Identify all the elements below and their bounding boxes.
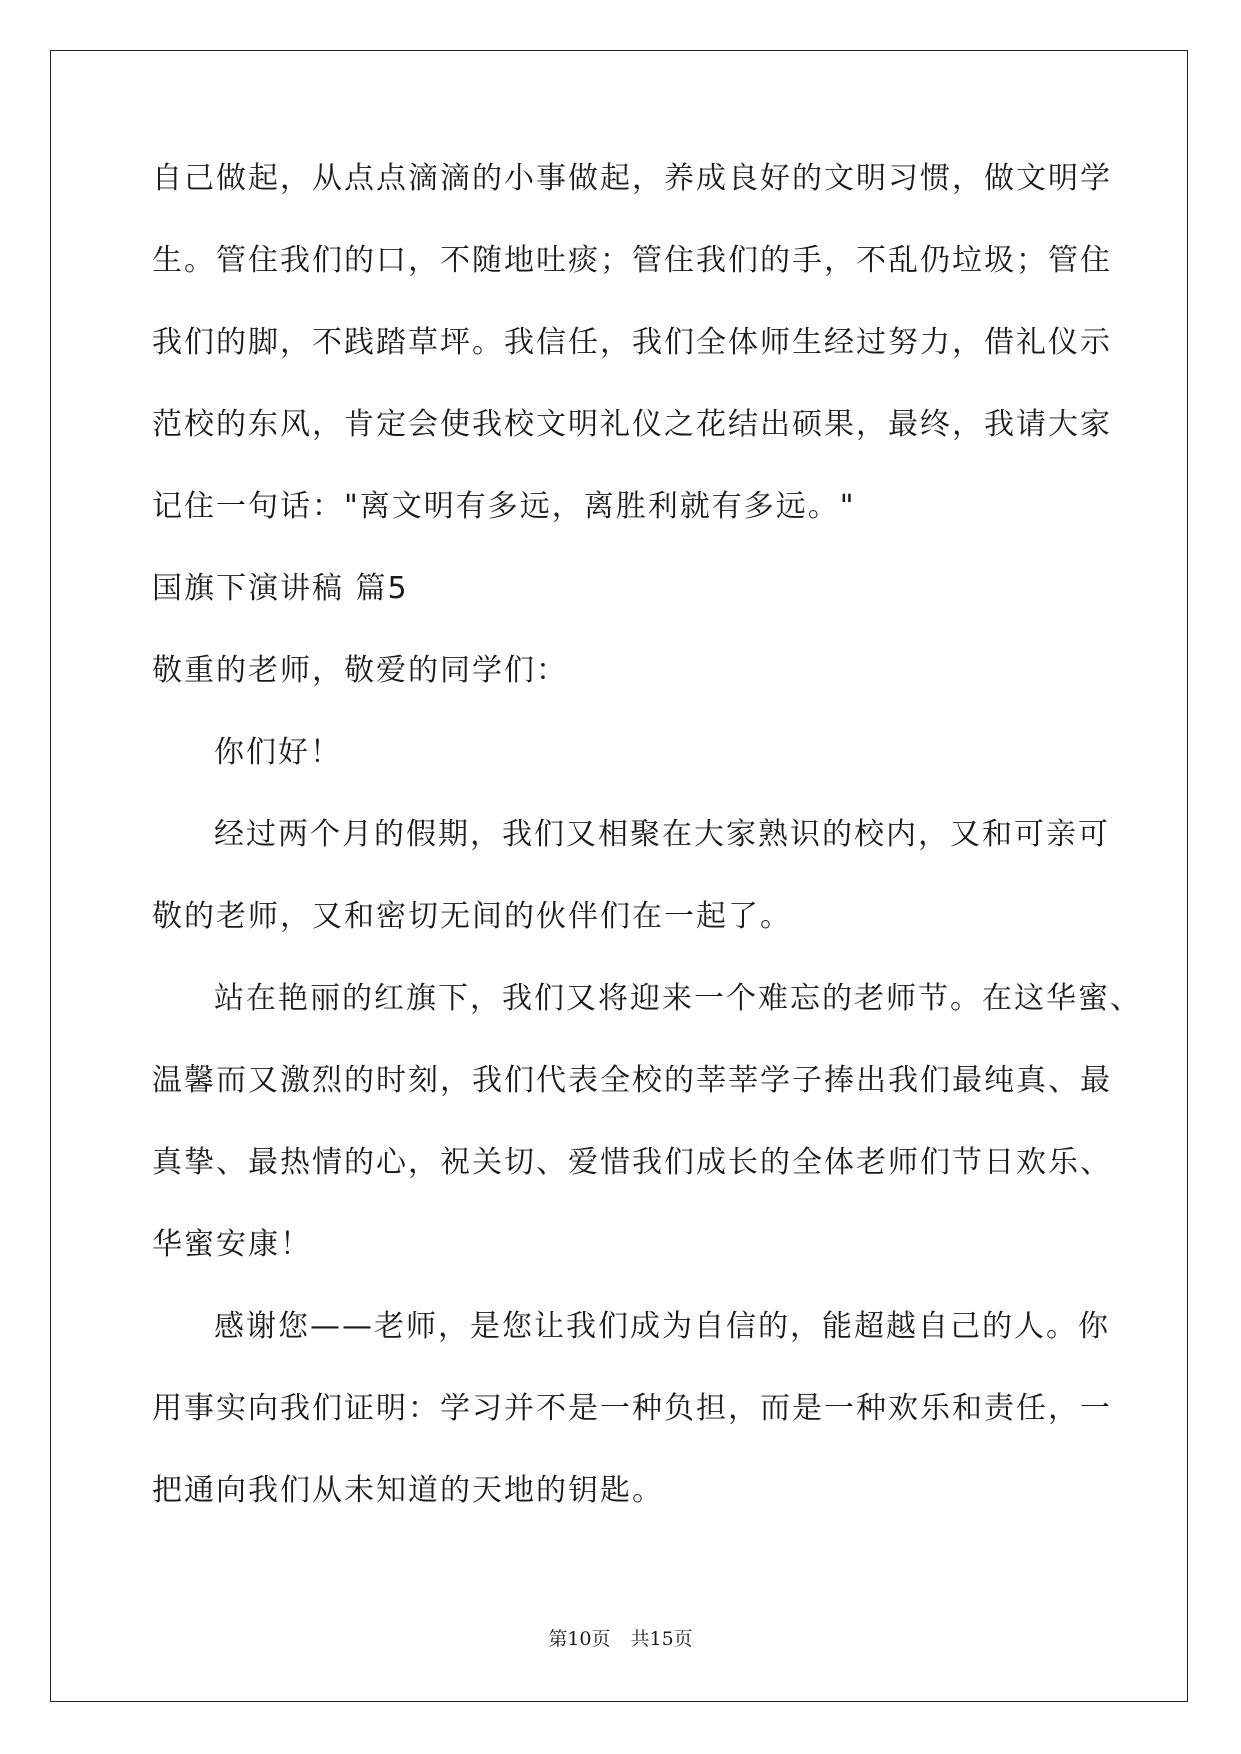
text-line: 温馨而又激烈的时刻，我们代表全校的莘莘学子捧出我们最纯真、最 xyxy=(152,1063,1112,1098)
text-line: 站在艳丽的红旗下，我们又将迎来一个难忘的老师节。在这华蜜、 xyxy=(214,981,1142,1016)
text-line: 自己做起，从点点滴滴的小事做起，养成良好的文明习惯，做文明学 xyxy=(152,161,1112,196)
greeting: 你们好！ xyxy=(214,735,342,770)
section-heading: 国旗下演讲稿 篇5 xyxy=(152,571,409,606)
text-line: 把通向我们从未知道的天地的钥匙。 xyxy=(152,1473,664,1508)
text-line: 用事实向我们证明：学习并不是一种负担，而是一种欢乐和责任，一 xyxy=(152,1391,1112,1426)
text-line: 生。管住我们的口，不随地吐痰；管住我们的手，不乱仍垃圾；管住 xyxy=(152,243,1112,278)
page-footer xyxy=(0,1624,1241,1651)
page-total: 共15页 xyxy=(630,1628,693,1650)
page-border xyxy=(50,50,1188,1702)
text-line: 感谢您——老师，是您让我们成为自信的，能超越自己的人。你 xyxy=(214,1309,1110,1344)
text-line: 经过两个月的假期，我们又相聚在大家熟识的校内，又和可亲可 xyxy=(214,817,1110,852)
text-line: 范校的东风，肯定会使我校文明礼仪之花结出硕果，最终，我请大家 xyxy=(152,407,1112,442)
text-line: 我们的脚，不践踏草坪。我信任，我们全体师生经过努力，借礼仪示 xyxy=(152,325,1112,360)
text-line: 真挚、最热情的心，祝关切、爱惜我们成长的全体老师们节日欢乐、 xyxy=(152,1145,1112,1180)
text-line: 敬的老师，又和密切无间的伙伴们在一起了。 xyxy=(152,899,792,934)
page-number: 第10页 xyxy=(548,1628,611,1650)
text-line: 华蜜安康！ xyxy=(152,1227,312,1262)
salutation: 敬重的老师，敬爱的同学们： xyxy=(152,653,568,688)
text-line: 记住一句话："离文明有多远，离胜利就有多远。" xyxy=(152,489,856,524)
